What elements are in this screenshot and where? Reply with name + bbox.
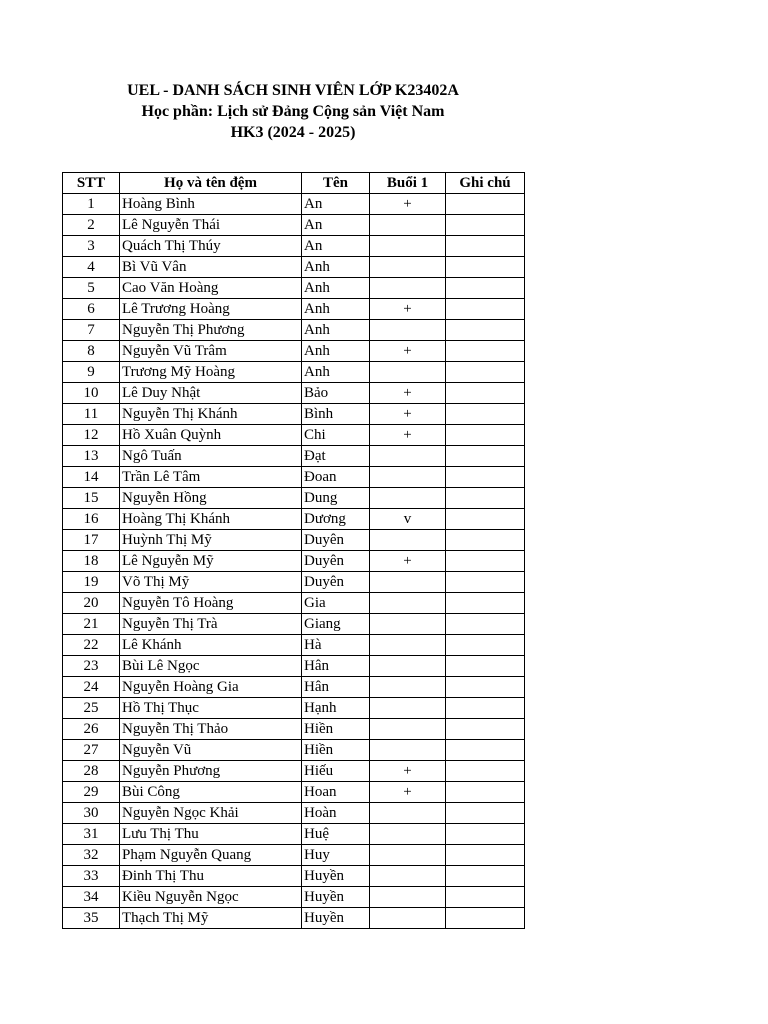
cell-ten: Hạnh — [302, 698, 370, 719]
cell-stt: 10 — [63, 383, 120, 404]
cell-ten: Huệ — [302, 824, 370, 845]
table-row — [63, 236, 525, 257]
cell-stt: 32 — [63, 845, 120, 866]
table-body — [63, 194, 525, 929]
cell-ten: An — [302, 215, 370, 236]
cell-buoi-1 — [370, 824, 446, 845]
cell-buoi-1: v — [370, 509, 446, 530]
cell-ho-ten-dem: Trương Mỹ Hoàng — [120, 362, 302, 383]
cell-ghi-chu — [446, 803, 525, 824]
student-table — [62, 172, 525, 929]
table-row — [63, 551, 525, 572]
table-row — [63, 404, 525, 425]
cell-ten: Duyên — [302, 572, 370, 593]
cell-buoi-1 — [370, 236, 446, 257]
table-row — [63, 383, 525, 404]
cell-ho-ten-dem: Hồ Xuân Quỳnh — [120, 425, 302, 446]
cell-buoi-1 — [370, 866, 446, 887]
cell-ghi-chu — [446, 488, 525, 509]
cell-ten: Bình — [302, 404, 370, 425]
cell-buoi-1: + — [370, 551, 446, 572]
table-row — [63, 635, 525, 656]
cell-ghi-chu — [446, 845, 525, 866]
cell-ho-ten-dem: Lưu Thị Thu — [120, 824, 302, 845]
cell-ghi-chu — [446, 509, 525, 530]
cell-ho-ten-dem: Nguyễn Thị Thảo — [120, 719, 302, 740]
cell-buoi-1 — [370, 908, 446, 929]
cell-ghi-chu — [446, 635, 525, 656]
cell-ho-ten-dem: Nguyễn Hoàng Gia — [120, 677, 302, 698]
cell-ghi-chu — [446, 656, 525, 677]
title-line-term: HK3 (2024 - 2025) — [230, 124, 356, 141]
cell-ten: Giang — [302, 614, 370, 635]
cell-ghi-chu — [446, 467, 525, 488]
cell-stt: 27 — [63, 740, 120, 761]
cell-ten: Anh — [302, 320, 370, 341]
cell-ghi-chu — [446, 404, 525, 425]
table-row — [63, 215, 525, 236]
cell-stt: 29 — [63, 782, 120, 803]
cell-stt: 35 — [63, 908, 120, 929]
cell-buoi-1 — [370, 698, 446, 719]
cell-ten: An — [302, 236, 370, 257]
cell-ho-ten-dem: Lê Nguyễn Mỹ — [120, 551, 302, 572]
cell-stt: 14 — [63, 467, 120, 488]
cell-buoi-1 — [370, 740, 446, 761]
cell-ghi-chu — [446, 383, 525, 404]
cell-ho-ten-dem: Quách Thị Thúy — [120, 236, 302, 257]
cell-stt: 25 — [63, 698, 120, 719]
cell-ten: Dương — [302, 509, 370, 530]
table-row — [63, 530, 525, 551]
table-row — [63, 803, 525, 824]
cell-ho-ten-dem: Võ Thị Mỹ — [120, 572, 302, 593]
cell-stt: 3 — [63, 236, 120, 257]
cell-ho-ten-dem: Thạch Thị Mỹ — [120, 908, 302, 929]
cell-ho-ten-dem: Nguyễn Thị Phương — [120, 320, 302, 341]
cell-ten: Hiền — [302, 719, 370, 740]
cell-ghi-chu — [446, 299, 525, 320]
cell-buoi-1: + — [370, 194, 446, 215]
cell-ho-ten-dem: Lê Nguyễn Thái — [120, 215, 302, 236]
cell-stt: 20 — [63, 593, 120, 614]
cell-ghi-chu — [446, 341, 525, 362]
cell-ghi-chu — [446, 740, 525, 761]
cell-ho-ten-dem: Lê Khánh — [120, 635, 302, 656]
header-ten: Tên — [302, 173, 370, 194]
cell-buoi-1 — [370, 803, 446, 824]
cell-ten: Huyền — [302, 887, 370, 908]
cell-ten: Huyền — [302, 908, 370, 929]
cell-ho-ten-dem: Hoàng Bình — [120, 194, 302, 215]
cell-buoi-1: + — [370, 761, 446, 782]
table-row — [63, 845, 525, 866]
cell-stt: 1 — [63, 194, 120, 215]
cell-buoi-1 — [370, 572, 446, 593]
table-header-row — [63, 173, 525, 194]
cell-ho-ten-dem: Hoàng Thị Khánh — [120, 509, 302, 530]
cell-stt: 17 — [63, 530, 120, 551]
cell-ghi-chu — [446, 320, 525, 341]
table-row — [63, 467, 525, 488]
cell-buoi-1 — [370, 530, 446, 551]
cell-ho-ten-dem: Bùi Công — [120, 782, 302, 803]
cell-stt: 13 — [63, 446, 120, 467]
cell-stt: 21 — [63, 614, 120, 635]
cell-buoi-1: + — [370, 299, 446, 320]
cell-stt: 22 — [63, 635, 120, 656]
table-row — [63, 824, 525, 845]
cell-ten: Huy — [302, 845, 370, 866]
table-row — [63, 278, 525, 299]
header-stt: STT — [63, 173, 120, 194]
cell-buoi-1: + — [370, 341, 446, 362]
cell-buoi-1 — [370, 593, 446, 614]
cell-ten: Đoan — [302, 467, 370, 488]
cell-ten: Hà — [302, 635, 370, 656]
table-row — [63, 593, 525, 614]
cell-ghi-chu — [446, 425, 525, 446]
cell-ho-ten-dem: Nguyễn Tô Hoàng — [120, 593, 302, 614]
table-row — [63, 782, 525, 803]
cell-stt: 6 — [63, 299, 120, 320]
cell-ho-ten-dem: Huỳnh Thị Mỹ — [120, 530, 302, 551]
cell-ghi-chu — [446, 194, 525, 215]
cell-ten: Duyên — [302, 551, 370, 572]
cell-ho-ten-dem: Nguyễn Thị Trà — [120, 614, 302, 635]
table-row — [63, 362, 525, 383]
cell-ho-ten-dem: Bùi Lê Ngọc — [120, 656, 302, 677]
cell-stt: 19 — [63, 572, 120, 593]
cell-buoi-1 — [370, 719, 446, 740]
cell-buoi-1 — [370, 257, 446, 278]
cell-buoi-1 — [370, 488, 446, 509]
cell-ten: Huyền — [302, 866, 370, 887]
cell-ten: Hân — [302, 656, 370, 677]
cell-stt: 28 — [63, 761, 120, 782]
cell-buoi-1: + — [370, 404, 446, 425]
cell-stt: 23 — [63, 656, 120, 677]
cell-ghi-chu — [446, 719, 525, 740]
cell-ghi-chu — [446, 761, 525, 782]
cell-ten: Hoàn — [302, 803, 370, 824]
cell-stt: 15 — [63, 488, 120, 509]
cell-buoi-1 — [370, 278, 446, 299]
cell-ho-ten-dem: Kiều Nguyễn Ngọc — [120, 887, 302, 908]
cell-ghi-chu — [446, 908, 525, 929]
cell-ten: Hoan — [302, 782, 370, 803]
cell-ten: An — [302, 194, 370, 215]
cell-buoi-1 — [370, 656, 446, 677]
cell-buoi-1: + — [370, 425, 446, 446]
table-row — [63, 908, 525, 929]
table-row — [63, 194, 525, 215]
table-row — [63, 488, 525, 509]
cell-stt: 7 — [63, 320, 120, 341]
cell-ghi-chu — [446, 593, 525, 614]
cell-ho-ten-dem: Phạm Nguyễn Quang — [120, 845, 302, 866]
cell-stt: 31 — [63, 824, 120, 845]
header-ho-ten-dem: Họ và tên đệm — [120, 173, 302, 194]
cell-stt: 18 — [63, 551, 120, 572]
cell-ghi-chu — [446, 236, 525, 257]
cell-stt: 30 — [63, 803, 120, 824]
table-row — [63, 320, 525, 341]
cell-buoi-1 — [370, 677, 446, 698]
cell-ghi-chu — [446, 278, 525, 299]
cell-ho-ten-dem: Trần Lê Tâm — [120, 467, 302, 488]
cell-stt: 34 — [63, 887, 120, 908]
cell-buoi-1 — [370, 215, 446, 236]
cell-ghi-chu — [446, 782, 525, 803]
header-buoi-1: Buổi 1 — [370, 173, 446, 194]
cell-buoi-1 — [370, 887, 446, 908]
cell-ghi-chu — [446, 257, 525, 278]
cell-ho-ten-dem: Nguyễn Vũ — [120, 740, 302, 761]
cell-ten: Duyên — [302, 530, 370, 551]
title-line-course: Học phần: Lịch sử Đảng Cộng sản Việt Nam — [141, 103, 445, 120]
table-row — [63, 299, 525, 320]
cell-ghi-chu — [446, 362, 525, 383]
cell-ten: Gia — [302, 593, 370, 614]
cell-buoi-1 — [370, 446, 446, 467]
cell-ghi-chu — [446, 698, 525, 719]
cell-ho-ten-dem: Nguyễn Hồng — [120, 488, 302, 509]
cell-ten: Hiếu — [302, 761, 370, 782]
cell-stt: 9 — [63, 362, 120, 383]
table-row — [63, 341, 525, 362]
cell-stt: 16 — [63, 509, 120, 530]
cell-buoi-1 — [370, 362, 446, 383]
cell-ghi-chu — [446, 866, 525, 887]
cell-ghi-chu — [446, 572, 525, 593]
cell-ho-ten-dem: Ngô Tuấn — [120, 446, 302, 467]
cell-ten: Dung — [302, 488, 370, 509]
table-row — [63, 887, 525, 908]
cell-buoi-1 — [370, 845, 446, 866]
cell-ho-ten-dem: Nguyễn Ngọc Khải — [120, 803, 302, 824]
cell-ghi-chu — [446, 887, 525, 908]
header-ghi-chu: Ghi chú — [446, 173, 525, 194]
cell-ten: Anh — [302, 341, 370, 362]
cell-ghi-chu — [446, 551, 525, 572]
cell-ho-ten-dem: Lê Duy Nhật — [120, 383, 302, 404]
cell-stt: 26 — [63, 719, 120, 740]
cell-stt: 33 — [63, 866, 120, 887]
cell-ho-ten-dem: Nguyễn Vũ Trâm — [120, 341, 302, 362]
cell-stt: 4 — [63, 257, 120, 278]
table-row — [63, 677, 525, 698]
title-line-class: UEL - DANH SÁCH SINH VIÊN LỚP K23402A — [127, 82, 459, 99]
document-title — [62, 80, 524, 143]
cell-ho-ten-dem: Nguyễn Thị Khánh — [120, 404, 302, 425]
table-row — [63, 509, 525, 530]
table-row — [63, 446, 525, 467]
cell-ten: Anh — [302, 278, 370, 299]
table-row — [63, 761, 525, 782]
cell-ten: Anh — [302, 362, 370, 383]
cell-buoi-1: + — [370, 782, 446, 803]
cell-buoi-1 — [370, 467, 446, 488]
cell-ghi-chu — [446, 614, 525, 635]
cell-stt: 24 — [63, 677, 120, 698]
table-row — [63, 572, 525, 593]
cell-ho-ten-dem: Đinh Thị Thu — [120, 866, 302, 887]
cell-ho-ten-dem: Cao Văn Hoàng — [120, 278, 302, 299]
cell-ten: Hiền — [302, 740, 370, 761]
cell-ho-ten-dem: Nguyễn Phương — [120, 761, 302, 782]
cell-buoi-1 — [370, 320, 446, 341]
cell-ghi-chu — [446, 215, 525, 236]
cell-ten: Bảo — [302, 383, 370, 404]
cell-ghi-chu — [446, 824, 525, 845]
cell-stt: 11 — [63, 404, 120, 425]
cell-stt: 12 — [63, 425, 120, 446]
cell-ten: Đạt — [302, 446, 370, 467]
cell-ho-ten-dem: Lê Trương Hoàng — [120, 299, 302, 320]
cell-ghi-chu — [446, 677, 525, 698]
table-row — [63, 656, 525, 677]
cell-stt: 2 — [63, 215, 120, 236]
cell-stt: 5 — [63, 278, 120, 299]
cell-stt: 8 — [63, 341, 120, 362]
cell-buoi-1 — [370, 635, 446, 656]
table-row — [63, 425, 525, 446]
cell-buoi-1: + — [370, 383, 446, 404]
cell-ten: Anh — [302, 257, 370, 278]
table-row — [63, 698, 525, 719]
cell-ten: Hân — [302, 677, 370, 698]
cell-buoi-1 — [370, 614, 446, 635]
table-row — [63, 614, 525, 635]
cell-ten: Anh — [302, 299, 370, 320]
cell-ho-ten-dem: Hồ Thị Thục — [120, 698, 302, 719]
cell-ghi-chu — [446, 530, 525, 551]
table-row — [63, 866, 525, 887]
cell-ghi-chu — [446, 446, 525, 467]
cell-ten: Chi — [302, 425, 370, 446]
cell-ho-ten-dem: Bì Vũ Vân — [120, 257, 302, 278]
table-row — [63, 740, 525, 761]
table-row — [63, 719, 525, 740]
table-row — [63, 257, 525, 278]
